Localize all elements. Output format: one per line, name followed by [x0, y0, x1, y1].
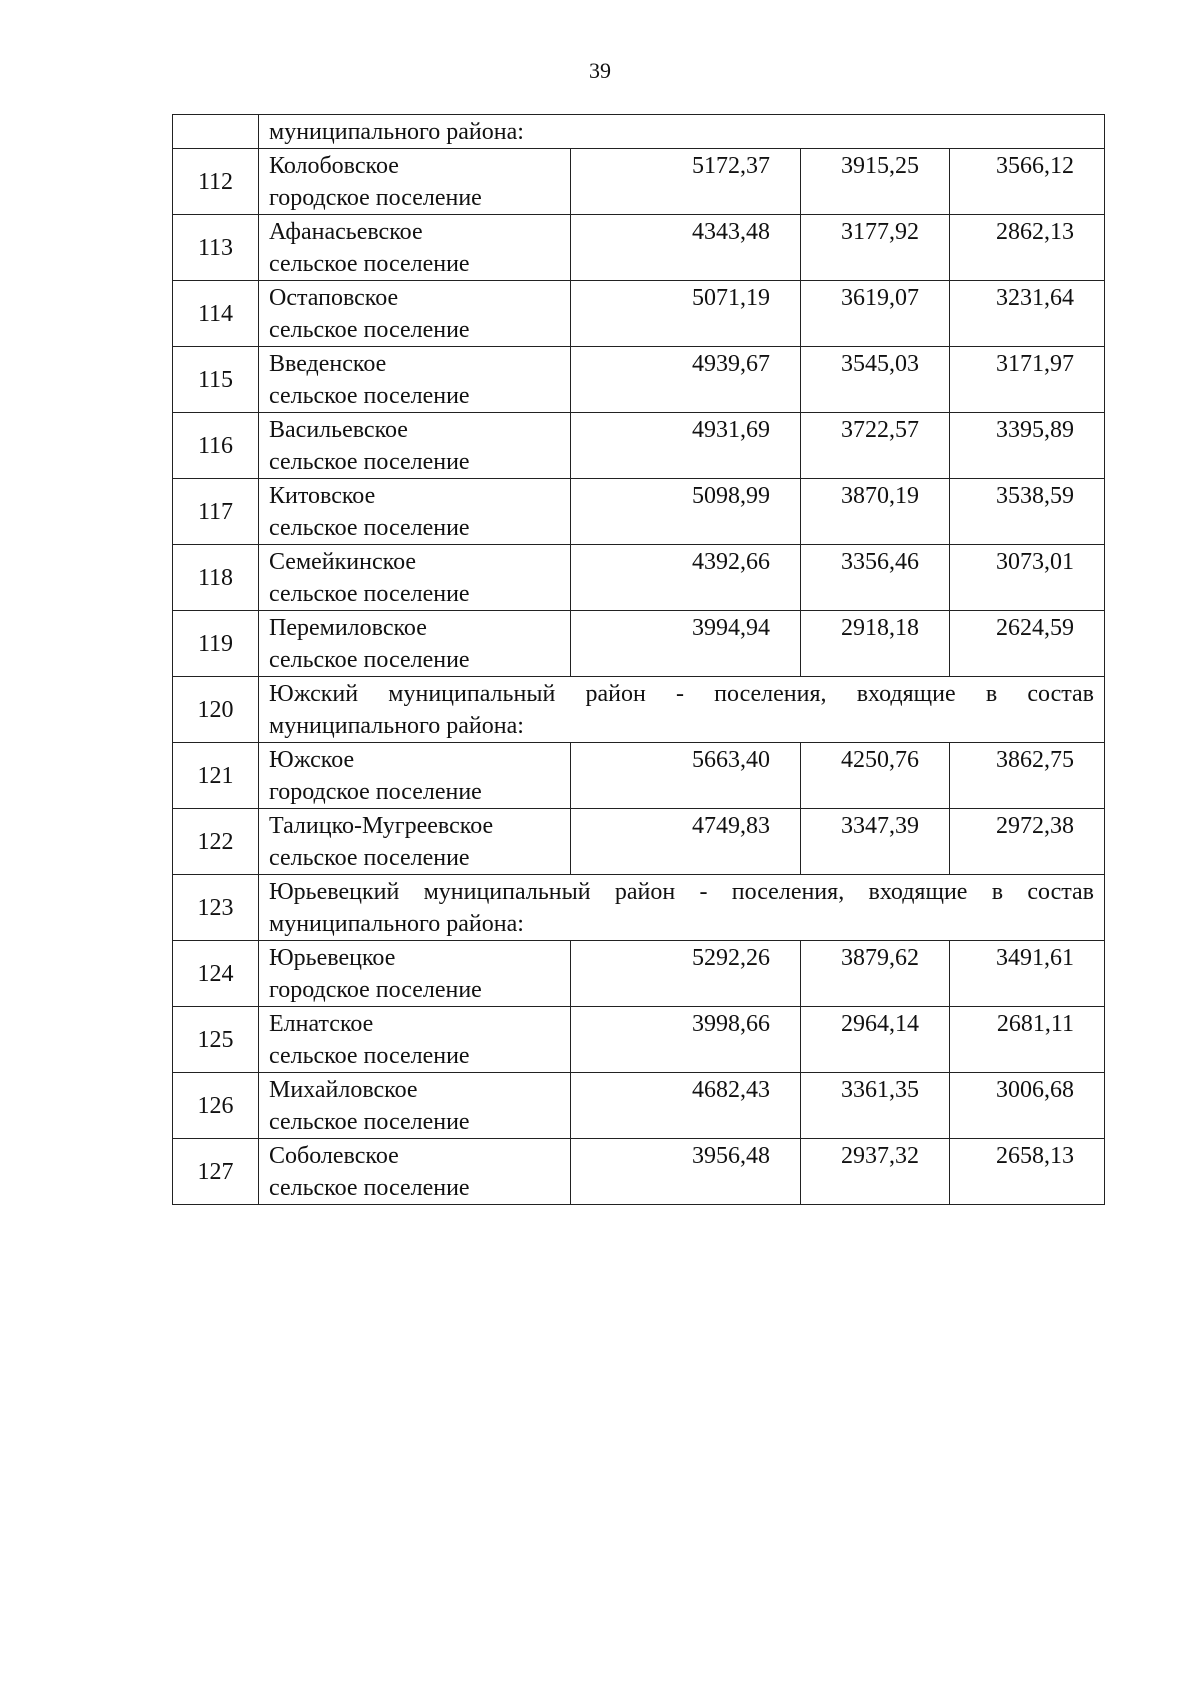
settlement-name-line2: сельское поселение: [269, 1109, 470, 1135]
value-col2: 3361,35: [801, 1073, 950, 1139]
table-row: [173, 479, 1105, 545]
value-col2: 3347,39: [801, 809, 950, 875]
settlement-name-line1: Васильевское: [269, 417, 408, 443]
row-number: 115: [173, 347, 259, 413]
table-row: [173, 1073, 1105, 1139]
settlement-name: [259, 413, 571, 479]
row-number: 127: [173, 1139, 259, 1205]
value-col3: 2862,13: [950, 215, 1105, 281]
settlement-name: [259, 743, 571, 809]
settlement-name: [259, 215, 571, 281]
row-number: 114: [173, 281, 259, 347]
value-col1: 3994,94: [571, 611, 801, 677]
value-col1: 4343,48: [571, 215, 801, 281]
table-row: [173, 347, 1105, 413]
value-col2: 3879,62: [801, 941, 950, 1007]
settlements-table: [172, 114, 1105, 1205]
settlement-name: [259, 149, 571, 215]
row-number: 117: [173, 479, 259, 545]
value-col3: 2681,11: [950, 1007, 1105, 1073]
table-row: [173, 941, 1105, 1007]
value-col2: 3356,46: [801, 545, 950, 611]
row-number: 123: [173, 875, 259, 941]
table-row: [173, 611, 1105, 677]
value-col1: 3956,48: [571, 1139, 801, 1205]
settlement-name-line1: Афанасьевское: [269, 219, 423, 245]
value-col3: 3073,01: [950, 545, 1105, 611]
settlement-name-line1: Михайловское: [269, 1077, 418, 1103]
value-col3: 3006,68: [950, 1073, 1105, 1139]
settlement-name-line2: сельское поселение: [269, 317, 470, 343]
value-col3: 2624,59: [950, 611, 1105, 677]
settlement-name: [259, 1073, 571, 1139]
value-col3: 3538,59: [950, 479, 1105, 545]
value-col3: 3395,89: [950, 413, 1105, 479]
table-row: [173, 545, 1105, 611]
value-col3: 2972,38: [950, 809, 1105, 875]
value-col2: 3177,92: [801, 215, 950, 281]
settlement-name-line1: Елнатское: [269, 1011, 374, 1037]
district-header-text: Юрьевецкий муниципальный район - поселения, входящие в состав муниципального района:: [259, 875, 1105, 941]
table-row: [173, 809, 1105, 875]
value-col2: 2918,18: [801, 611, 950, 677]
value-col1: 4931,69: [571, 413, 801, 479]
value-col1: 5172,37: [571, 149, 801, 215]
row-number: 126: [173, 1073, 259, 1139]
settlement-name: [259, 809, 571, 875]
value-col2: 4250,76: [801, 743, 950, 809]
value-col1: 4749,83: [571, 809, 801, 875]
settlement-name-line1: Введенское: [269, 351, 387, 377]
settlement-name-line2: сельское поселение: [269, 251, 470, 277]
row-number: 113: [173, 215, 259, 281]
row-number: 116: [173, 413, 259, 479]
row-number: 118: [173, 545, 259, 611]
row-number: 124: [173, 941, 259, 1007]
value-col2: 2964,14: [801, 1007, 950, 1073]
value-col2: 3915,25: [801, 149, 950, 215]
value-col3: 3491,61: [950, 941, 1105, 1007]
district-header-text: Южский муниципальный район - поселения, входящие в состав муниципального района:: [259, 677, 1105, 743]
settlement-name-line1: Колобовское: [269, 153, 399, 179]
value-col1: 5663,40: [571, 743, 801, 809]
table-row: [173, 281, 1105, 347]
settlement-name-line2: сельское поселение: [269, 845, 470, 871]
settlement-name-line1: Юрьевецкое: [269, 945, 396, 971]
settlement-name: [259, 941, 571, 1007]
value-col2: 3545,03: [801, 347, 950, 413]
value-col2: 3870,19: [801, 479, 950, 545]
row-number: 122: [173, 809, 259, 875]
settlement-name-line1: Южское: [269, 747, 355, 773]
settlement-name-line2: сельское поселение: [269, 515, 470, 541]
settlement-name-line2: сельское поселение: [269, 581, 470, 607]
settlement-name-line1: Семейкинское: [269, 549, 417, 575]
continuation-text: муниципального района:: [259, 115, 1105, 149]
value-col1: 3998,66: [571, 1007, 801, 1073]
table-row: [173, 743, 1105, 809]
settlement-name: [259, 1007, 571, 1073]
settlement-name: [259, 611, 571, 677]
settlement-name-line2: сельское поселение: [269, 1043, 470, 1069]
settlement-name-line2: сельское поселение: [269, 647, 470, 673]
settlement-name-line2: городское поселение: [269, 977, 482, 1003]
settlement-name: [259, 347, 571, 413]
settlement-name-line1: Соболевское: [269, 1143, 399, 1169]
settlement-name: [259, 545, 571, 611]
value-col3: 3231,64: [950, 281, 1105, 347]
page-number: 39: [589, 58, 611, 83]
value-col3: 3171,97: [950, 347, 1105, 413]
value-col1: 5098,99: [571, 479, 801, 545]
table-row: [173, 1007, 1105, 1073]
row-number: 121: [173, 743, 259, 809]
settlement-name-line2: сельское поселение: [269, 449, 470, 475]
settlement-name: [259, 281, 571, 347]
settlement-name-line1: Перемиловское: [269, 615, 427, 641]
value-col3: 2658,13: [950, 1139, 1105, 1205]
row-number: 119: [173, 611, 259, 677]
row-number: 112: [173, 149, 259, 215]
settlement-name-line2: городское поселение: [269, 779, 482, 805]
district-header-row: [173, 677, 1105, 743]
row-number: 120: [173, 677, 259, 743]
table-row: [173, 149, 1105, 215]
settlement-name-line1: Талицко-Мугреевское: [269, 813, 494, 839]
table-body: [173, 115, 1105, 1205]
value-col1: 5292,26: [571, 941, 801, 1007]
value-col1: 4392,66: [571, 545, 801, 611]
value-col1: 4682,43: [571, 1073, 801, 1139]
value-col1: 4939,67: [571, 347, 801, 413]
value-col3: 3862,75: [950, 743, 1105, 809]
value-col3: 3566,12: [950, 149, 1105, 215]
settlement-name: [259, 479, 571, 545]
value-col1: 5071,19: [571, 281, 801, 347]
settlement-name: [259, 1139, 571, 1205]
table-row: [173, 413, 1105, 479]
row-number: 125: [173, 1007, 259, 1073]
settlement-name-line2: городское поселение: [269, 185, 482, 211]
settlement-name-line2: сельское поселение: [269, 383, 470, 409]
value-col2: 2937,32: [801, 1139, 950, 1205]
settlement-name-line2: сельское поселение: [269, 1175, 470, 1201]
value-col2: 3722,57: [801, 413, 950, 479]
table-row: [173, 1139, 1105, 1205]
settlement-name-line1: Китовское: [269, 483, 376, 509]
continuation-row: [173, 115, 1105, 149]
district-header-row: [173, 875, 1105, 941]
row-number: [173, 115, 259, 149]
value-col2: 3619,07: [801, 281, 950, 347]
settlement-name-line1: Остаповское: [269, 285, 399, 311]
table-row: [173, 215, 1105, 281]
